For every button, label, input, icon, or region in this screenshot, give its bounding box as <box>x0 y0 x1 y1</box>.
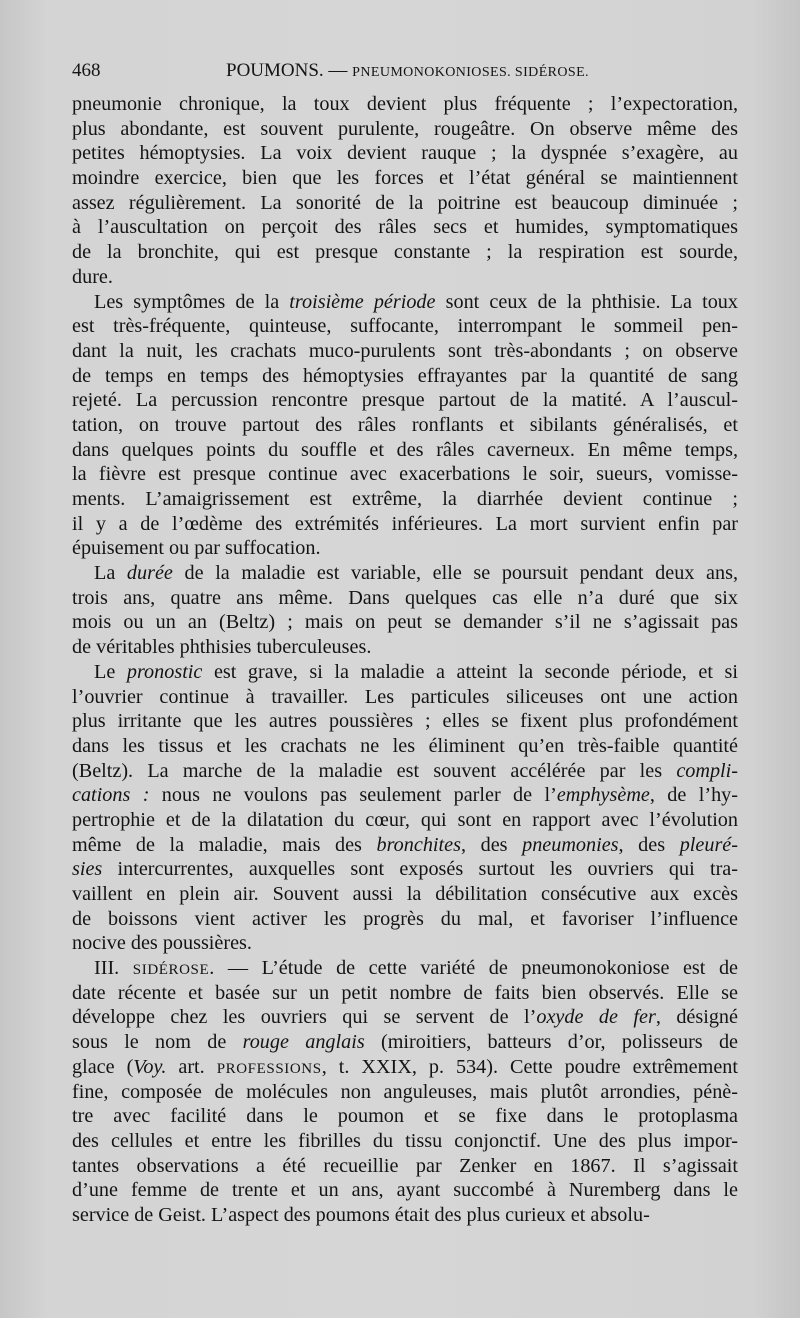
text-line <box>72 907 738 932</box>
text-run: sous le nom de <box>72 1031 243 1054</box>
text-line <box>72 487 738 512</box>
text-run: SIDÉROSE <box>132 962 210 979</box>
text-run: ments. L’amaigrissement est extrême, la diarrhée devient continue ; <box>72 488 738 510</box>
paragraph <box>72 956 738 1228</box>
text-run: art. <box>166 1055 217 1078</box>
text-line <box>72 438 738 463</box>
text-line <box>72 981 738 1006</box>
text-run: développe chez les ouvriers qui se servent de l’ <box>72 1006 537 1029</box>
text-run: (Beltz). La marche de la maladie est souvent accélérée par les <box>72 759 677 782</box>
running-title-main: POUMONS. <box>226 60 324 81</box>
text-line <box>72 808 738 833</box>
text-line <box>72 314 738 339</box>
text-run: assez régulièrement. La sonorité de la poitrine est beaucoup diminuée ; <box>72 191 738 214</box>
text-run: nocive des poussières. <box>72 932 252 955</box>
text-run: tantes observations a été recueillie par Zenker en 1867. Il s’agissait <box>72 1154 738 1177</box>
text-run: dans les tissus et les crachats ne les éliminent qu’en très-faible quantité <box>72 734 738 757</box>
text-line <box>72 882 738 907</box>
text-run: même de la maladie, mais des <box>72 833 377 856</box>
body-text <box>72 92 738 1228</box>
text-run: il y a de l’œdème des extrémités inférieures. La mort survient enfin par <box>72 512 738 535</box>
text-run: de véritables phthisies tuberculeuses. <box>72 636 372 659</box>
text-run: glace ( <box>72 1055 134 1078</box>
text-run: La <box>94 562 127 585</box>
text-run: d’une femme de trente et un ans, ayant succombé à Nuremberg dans le <box>72 1179 738 1202</box>
text-run: sont ceux de la phthisie. La toux <box>435 290 738 313</box>
text-line <box>72 166 738 191</box>
text-run: , des <box>460 833 523 856</box>
running-title-dash: — <box>328 60 348 81</box>
text-run: de boissons vient activer les progrès du mal, et favoriser l’influence <box>72 907 738 930</box>
text-run: sies <box>72 858 103 881</box>
text-line <box>72 141 738 166</box>
paragraph <box>72 290 738 562</box>
text-run: fine, composée de molécules non anguleuses, mais plutôt arrondies, pénè- <box>72 1080 738 1103</box>
text-line <box>72 1005 738 1030</box>
text-run: . — L’étude de cette variété de pneumonokoniose est de <box>209 957 739 980</box>
text-run: l’ouvrier continue à travailler. Les particules siliceuses ont une action <box>72 685 738 708</box>
text-line <box>72 388 738 413</box>
text-run: Voy. <box>133 1055 167 1078</box>
text-line <box>72 1080 738 1105</box>
text-line <box>72 1154 738 1179</box>
text-line <box>72 857 738 882</box>
text-line <box>72 610 738 635</box>
text-run: est grave, si la maladie a atteint la seconde période, et si <box>202 660 738 683</box>
text-run: , désigné <box>655 1006 738 1029</box>
text-line <box>72 833 738 858</box>
text-line <box>72 191 738 216</box>
text-run: dure. <box>72 265 113 288</box>
text-run: est très-fréquente, quinteuse, suffocante, interrompant le sommeil pen- <box>72 315 738 338</box>
text-line <box>72 660 738 685</box>
text-run: III. <box>94 957 133 980</box>
text-run: de la maladie est variable, elle se poursuit pendant deux ans, <box>172 562 738 585</box>
text-run: dant la nuit, les crachats muco-purulents sont très-abondants ; on observe <box>72 339 738 362</box>
text-run: vaillent en plein air. Souvent aussi la débilitation consécutive aux excès <box>72 883 738 905</box>
text-line <box>72 339 738 364</box>
text-run: , t. XXIX, p. 534). Cette poudre extrêmement <box>321 1055 739 1078</box>
text-run: des cellules et entre les fibrilles du tissu conjonctif. Une des plus impor- <box>72 1129 738 1152</box>
text-run: pneumonies <box>522 833 619 856</box>
running-title-section: PNEUMONOKONIOSES. SIDÉROSE. <box>352 65 589 80</box>
text-line <box>72 215 738 240</box>
text-run: durée <box>126 562 173 585</box>
text-run: de temps en temps des hémoptysies effrayantes par la quantité de sang <box>72 364 738 387</box>
text-line <box>72 462 738 487</box>
running-title <box>226 60 589 82</box>
text-run: Les symptômes de la <box>94 290 290 313</box>
text-run: rejeté. La percussion rencontre presque partout de la matité. A l’auscul- <box>72 389 738 412</box>
text-run: troisième période <box>289 290 436 313</box>
text-run: bronchites <box>376 833 461 856</box>
text-run: dans quelques points du souffle et des râles caverneux. En même temps, <box>72 438 738 461</box>
text-run: pronostic <box>126 660 203 683</box>
text-run: tre avec facilité dans le poumon et se fixe dans le protoplasma <box>72 1105 738 1128</box>
text-run: emphysème <box>556 784 650 807</box>
paragraph <box>72 561 738 660</box>
text-run: (miroitiers, batteurs d’or, polisseurs de <box>364 1031 738 1054</box>
text-run: date récente et basée sur un petit nombre de faits bien observés. Elle se <box>72 981 738 1004</box>
text-line <box>72 1178 738 1203</box>
text-run: PROFESSIONS <box>216 1060 322 1077</box>
text-line <box>72 1129 738 1154</box>
text-line <box>72 1104 738 1129</box>
text-run: la fièvre est presque continue avec exacerbations le soir, sueurs, vomisse- <box>72 463 738 486</box>
running-header <box>72 60 744 86</box>
text-line <box>72 783 738 808</box>
text-run: pertrophie et de la dilatation du cœur, qui sont en rapport avec l’évolution <box>72 808 738 831</box>
text-line <box>72 92 738 117</box>
text-run: compli- <box>676 759 738 782</box>
text-run: plus abondante, est souvent purulente, rougeâtre. On observe même des <box>72 117 738 140</box>
text-run: à l’auscultation on perçoit des râles secs et humides, symptomatiques <box>72 216 738 239</box>
text-run: pleuré- <box>679 833 738 856</box>
text-line <box>72 561 738 586</box>
text-line <box>72 290 738 315</box>
page-number: 468 <box>72 60 101 81</box>
text-line <box>72 709 738 734</box>
text-line <box>72 1203 738 1228</box>
text-run: cations : <box>72 784 150 807</box>
text-run: moindre exercice, bien que les forces et l’état général se maintiennent <box>72 167 738 190</box>
paragraph <box>72 660 738 956</box>
text-run: épuisement ou par suffocation. <box>72 537 321 560</box>
text-run: pneumonie chronique, la toux devient plus fréquente ; l’expectoration, <box>72 93 738 115</box>
text-run: rouge anglais <box>242 1031 365 1054</box>
text-run: trois ans, quatre ans même. Dans quelques cas elle n’a duré que six <box>72 586 738 609</box>
text-line <box>72 240 738 265</box>
text-line <box>72 931 738 956</box>
text-run: petites hémoptysies. La voix devient rauque ; la dyspnée s’exagère, au <box>72 142 738 165</box>
text-line <box>72 734 738 759</box>
text-line <box>72 413 738 438</box>
text-line <box>72 586 738 611</box>
text-run: , des <box>618 833 680 856</box>
text-run: mois ou un an (Beltz) ; mais on peut se demander s’il ne s’agissait pas <box>72 611 738 634</box>
text-run: nous ne voulons pas seulement parler de l’ <box>149 784 557 807</box>
text-run: , de l’hy- <box>649 784 738 807</box>
text-run: Le <box>94 660 127 683</box>
text-run: tation, on trouve partout des râles ronflants et sibilants généralisés, et <box>72 413 738 436</box>
text-line <box>72 759 738 784</box>
text-line <box>72 512 738 537</box>
text-line <box>72 685 738 710</box>
text-run: plus irritante que les autres poussières ; elles se fixent plus profondément <box>72 710 738 733</box>
text-run: de la bronchite, qui est presque constante ; la respiration est sourde, <box>72 241 738 264</box>
text-line <box>72 635 738 660</box>
text-line <box>72 265 738 290</box>
text-run: service de Geist. L’aspect des poumons était des plus curieux et absolu- <box>72 1203 650 1226</box>
text-line <box>72 536 738 561</box>
paragraph <box>72 92 738 290</box>
text-line <box>72 1030 738 1055</box>
text-run: oxyde de fer <box>536 1006 656 1029</box>
text-line <box>72 364 738 389</box>
text-line <box>72 1055 738 1080</box>
text-line <box>72 117 738 142</box>
text-run: intercurrentes, auxquelles sont exposés surtout les ouvriers qui tra- <box>102 858 738 881</box>
text-line <box>72 956 738 981</box>
